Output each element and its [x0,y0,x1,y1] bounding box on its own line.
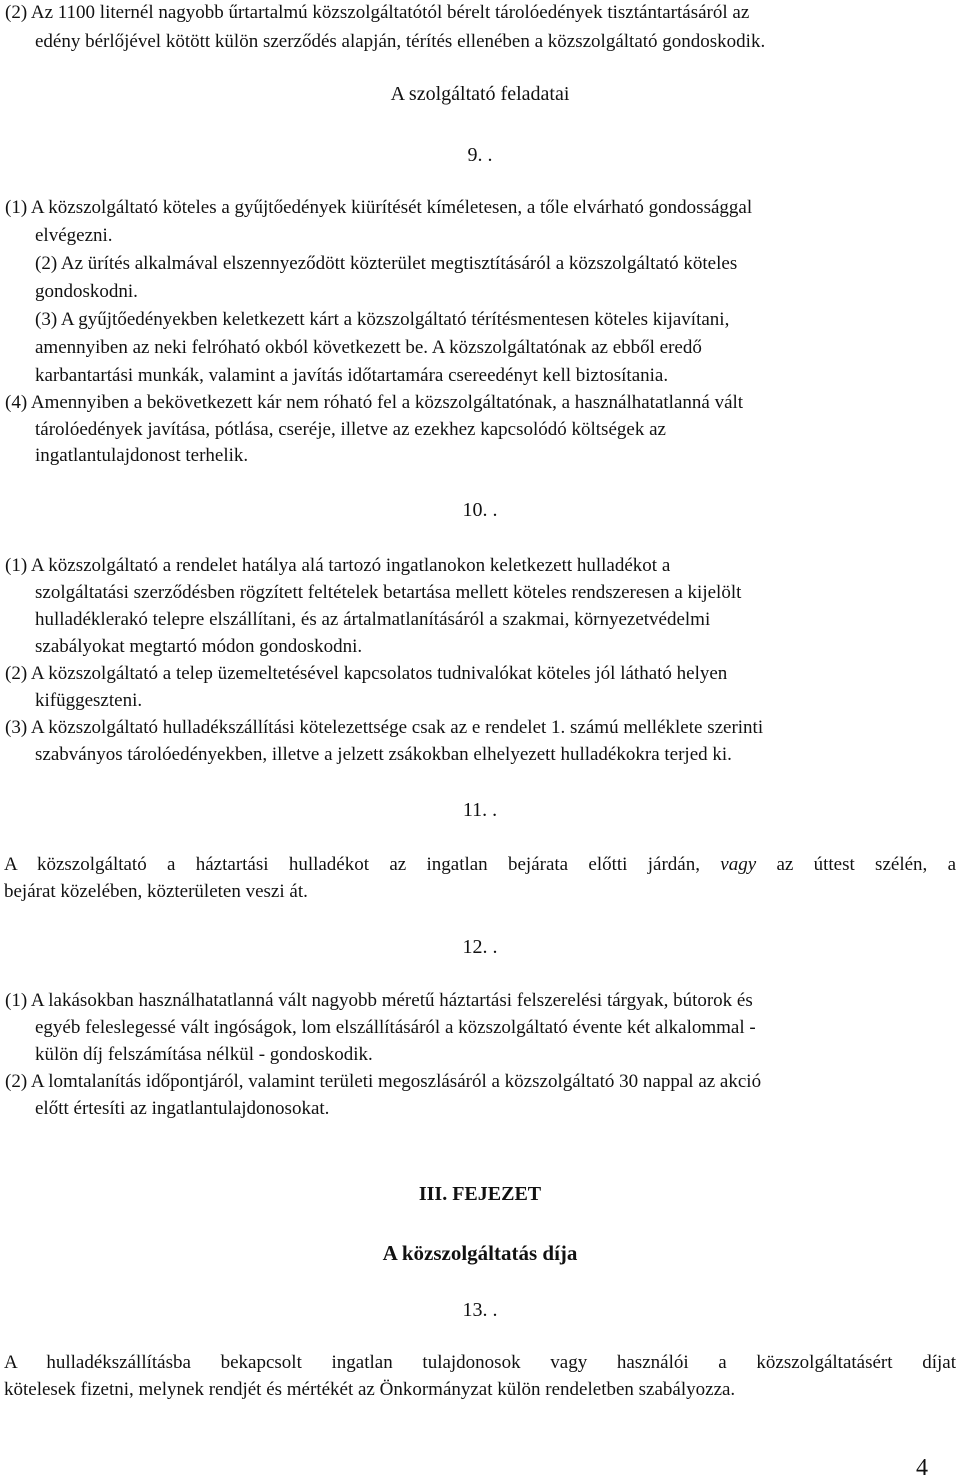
sec11-line1-vagy: vagy [720,855,757,875]
sec13-line1: A hulladékszállításba bekapcsolt ingatlan tulajdonosok vagy használói a közszolgáltatásért díjat [4,1353,956,1373]
sec12-p1-line1: (1) A lakásokban használhatatlanná vált nagyobb méretű háztartási felszerelési tárgyak, bútorok és [5,990,753,1011]
chapter-label: III. FEJEZET [418,1183,542,1205]
sec10-p2-line1: (2) A közszolgáltató a telep üzemeltetésével kapcsolatos tudnivalókat köteles jól látható helyen [5,663,728,684]
sec10-p1-line3: hulladéklerakó telepre elszállítani, és az ártalmatlanításáról a szakmai, környezetvédelmi [35,609,711,630]
sec9-p3-line2: amennyiben az neki felróható okból következett be. A közszolgáltatónak az ebből eredő [35,337,702,358]
sec10-p2-line2: kifüggeszteni. [35,690,143,711]
sec9-p2-line2: gondoskodni. [35,281,138,302]
sec11-line1 [4,855,956,877]
sec11-line1-part-a: A közszolgáltató a háztartási hulladékot az ingatlan bejárata előtti járdán, [4,855,700,875]
section-13-number: 13. . [462,1299,498,1321]
sec9-p3-line1: (3) A gyűjtőedényekben keletkezett kárt a közszolgáltató térítésmentesen köteles kijavítani, [35,309,730,330]
sec9-p1-line1: (1) A közszolgáltató köteles a gyűjtőedények kiürítését kíméletesen, a tőle elvárható gondossággal [5,197,753,218]
sec9-p4-line2: tárolóedények javítása, pótlása, cseréje, illetve az ezekhez kapcsolódó költségek az [35,419,666,440]
sec10-p1-line2: szolgáltatási szerződésben rögzített feltételek betartása mellett köteles rendszeresen a kijelölt [35,582,742,603]
sec12-p2-line1: (2) A lomtalanítás időpontjáról, valamint területi megoszlásáról a közszolgáltató 30 nappal az akció [5,1071,762,1092]
sec9-p3-line3: karbantartási munkák, valamint a javítás időtartamára csereedényt kell biztosítania. [35,365,669,386]
page-number: 4 [916,1455,928,1481]
sec8-p2-line2: edény bérlőjével kötött külön szerződés alapján, térítés ellenében a közszolgáltató gondoskodik. [35,31,766,52]
sec12-p2-line2: előtt értesíti az ingatlantulajdonosokat. [35,1098,330,1119]
heading-szolgaltato-feladatai: A szolgáltató feladatai [390,83,570,105]
sec10-p3-line2: szabványos tárolóedényekben, illetve a jelzett zsákokban elhelyezett hulladékokra terjed ki. [35,744,732,765]
sec10-p1-line1: (1) A közszolgáltató a rendelet hatálya alá tartozó ingatlanokon keletkezett hulladékot a [5,555,671,576]
sec9-p2-line1: (2) Az ürítés alkalmával elszennyeződött közterület megtisztításáról a közszolgáltató köteles [35,253,738,274]
section-9-number: 9. . [467,144,493,166]
sec11-line1-part-b: az úttest szélén, a [776,855,956,875]
sec8-p2-line1: (2) Az 1100 liternél nagyobb űrtartalmú közszolgáltatótól bérelt tárolóedények tisztántartásáról az [5,2,750,23]
sec13-line2: kötelesek fizetni, melynek rendjét és mértékét az Önkormányzat külön rendeletben szabályozza. [4,1379,736,1400]
sec10-p3-line1: (3) A közszolgáltató hulladékszállítási kötelezettsége csak az e rendelet 1. számú melléklete szerinti [5,717,764,738]
sec9-p4-line1: (4) Amennyiben a bekövetkezett kár nem róható fel a közszolgáltatónak, a használhatatlanná vált [5,392,744,413]
sec12-p1-line3: külön díj felszámítása nélkül - gondoskodik. [35,1044,373,1065]
section-11-number: 11. . [462,799,498,821]
sec9-p1-line2: elvégezni. [35,225,113,246]
section-12-number: 12. . [462,936,498,958]
sec11-line2: bejárat közelében, közterületen veszi át. [4,881,308,902]
sec12-p1-line2: egyéb feleslegessé vált ingóságok, lom elszállításáról a közszolgáltató évente két alkalommal - [35,1017,756,1038]
section-10-number: 10. . [462,499,498,521]
chapter-title: A közszolgáltatás díja [382,1241,578,1265]
sec10-p1-line4: szabályokat megtartó módon gondoskodni. [35,636,363,657]
sec9-p4-line3: ingatlantulajdonost terhelik. [35,445,249,466]
